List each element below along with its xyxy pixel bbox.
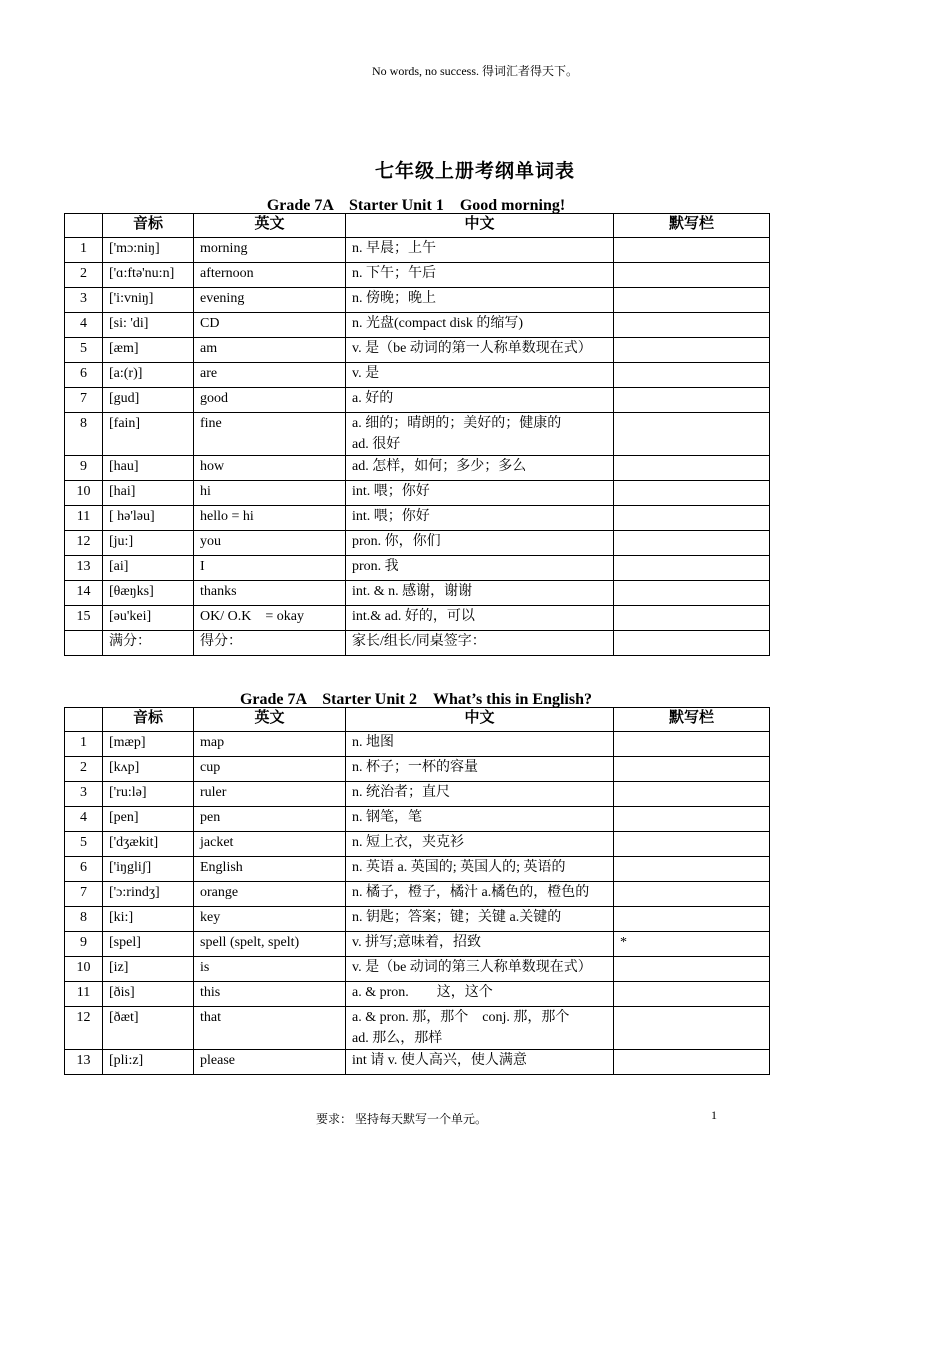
phonetic-cell: [θæŋks] <box>103 581 194 606</box>
table-header-row <box>65 708 770 732</box>
phonetic-cell: [ðis] <box>103 982 194 1007</box>
dictation-cell <box>614 556 770 581</box>
dictation-cell <box>614 757 770 782</box>
english-word-cell: hello = hi <box>194 506 346 531</box>
phonetic-cell: ['ɑ:ftə'nu:n] <box>103 263 194 288</box>
row-number: 13 <box>65 1050 103 1075</box>
dictation-cell <box>614 907 770 932</box>
english-word-cell: CD <box>194 313 346 338</box>
score-row-blank <box>65 631 103 656</box>
english-word-cell: pen <box>194 807 346 832</box>
dictation-cell <box>614 807 770 832</box>
score-row-dictation <box>614 631 770 656</box>
row-number: 2 <box>65 263 103 288</box>
chinese-meaning-cell: n. 统治者；直尺 <box>346 782 614 807</box>
chinese-meaning-cell: v. 拼写;意味着，招致 <box>346 932 614 957</box>
chinese-meaning-cell: int. 喂；你好 <box>346 506 614 531</box>
english-word-cell: this <box>194 982 346 1007</box>
phonetic-cell: [si: 'di] <box>103 313 194 338</box>
unit2-rows <box>65 732 770 1075</box>
row-number: 15 <box>65 606 103 631</box>
english-word-cell: jacket <box>194 832 346 857</box>
chinese-meaning-cell: n. 橘子，橙子，橘汁 a.橘色的，橙色的 <box>346 882 614 907</box>
table-row <box>65 882 770 907</box>
table-header-row <box>65 214 770 238</box>
col-dictation-header: 默写栏 <box>614 708 770 732</box>
phonetic-cell: ['dʒækit] <box>103 832 194 857</box>
dictation-cell <box>614 288 770 313</box>
unit2-vocab-table <box>64 707 770 1075</box>
chinese-meaning-cell: n. 光盘(compact disk 的缩写) <box>346 313 614 338</box>
table-row <box>65 807 770 832</box>
phonetic-cell: [hau] <box>103 456 194 481</box>
english-word-cell: cup <box>194 757 346 782</box>
unit2-title: Grade 7A Starter Unit 2 What’s this in English? <box>239 691 593 708</box>
row-number: 4 <box>65 313 103 338</box>
chinese-meaning-cell: n. 傍晚；晚上 <box>346 288 614 313</box>
dictation-cell <box>614 581 770 606</box>
row-number: 7 <box>65 388 103 413</box>
phonetic-cell: [fain] <box>103 413 194 456</box>
phonetic-cell: ['mɔ:niŋ] <box>103 238 194 263</box>
dictation-cell <box>614 456 770 481</box>
unit1-vocab-table <box>64 213 770 656</box>
dictation-cell <box>614 832 770 857</box>
row-number: 13 <box>65 556 103 581</box>
english-word-cell: fine <box>194 413 346 456</box>
chinese-meaning-cell: a. & pron. 这，这个 <box>346 982 614 1007</box>
chinese-meaning-cell: v. 是（be 动词的第三人称单数现在式） <box>346 957 614 982</box>
table-row <box>65 456 770 481</box>
english-word-cell: that <box>194 1007 346 1050</box>
table-row <box>65 907 770 932</box>
dictation-cell <box>614 1050 770 1075</box>
row-number: 9 <box>65 456 103 481</box>
chinese-meaning-cell: n. 钥匙；答案；键；关键 a.关键的 <box>346 907 614 932</box>
dictation-cell <box>614 413 770 456</box>
phonetic-cell: ['i:vniŋ] <box>103 288 194 313</box>
table-row <box>65 957 770 982</box>
unit1-rows <box>65 238 770 631</box>
col-english-header: 英文 <box>194 708 346 732</box>
table-row <box>65 531 770 556</box>
row-number: 10 <box>65 957 103 982</box>
dictation-cell <box>614 263 770 288</box>
footer-requirement: 要求： 坚持每天默写一个单元。 <box>316 1112 488 1126</box>
phonetic-cell: ['ɔ:rindʒ] <box>103 882 194 907</box>
chinese-meaning-cell: a. 细的；晴朗的；美好的；健康的 ad. 很好 <box>346 413 614 456</box>
score-row <box>65 631 770 656</box>
table-row <box>65 413 770 456</box>
dictation-cell <box>614 313 770 338</box>
table-row <box>65 606 770 631</box>
english-word-cell: I <box>194 556 346 581</box>
row-number: 2 <box>65 757 103 782</box>
table-row <box>65 288 770 313</box>
unit1-title: Grade 7A Starter Unit 1 Good morning! <box>266 197 566 214</box>
phonetic-cell: [kʌp] <box>103 757 194 782</box>
english-word-cell: you <box>194 531 346 556</box>
dictation-cell <box>614 982 770 1007</box>
row-number: 5 <box>65 338 103 363</box>
phonetic-cell: ['iŋgliʃ] <box>103 857 194 882</box>
english-word-cell: please <box>194 1050 346 1075</box>
row-number: 1 <box>65 732 103 757</box>
chinese-meaning-cell: pron. 你，你们 <box>346 531 614 556</box>
table-row <box>65 263 770 288</box>
chinese-meaning-cell: a. 好的 <box>346 388 614 413</box>
col-num-header <box>65 708 103 732</box>
chinese-meaning-cell: n. 杯子；一杯的容量 <box>346 757 614 782</box>
chinese-meaning-cell: n. 早晨；上午 <box>346 238 614 263</box>
dictation-cell <box>614 782 770 807</box>
dictation-cell <box>614 957 770 982</box>
phonetic-cell: [pli:z] <box>103 1050 194 1075</box>
table-row <box>65 338 770 363</box>
dictation-cell <box>614 857 770 882</box>
chinese-meaning-cell: pron. 我 <box>346 556 614 581</box>
table-row <box>65 932 770 957</box>
row-number: 8 <box>65 907 103 932</box>
row-number: 12 <box>65 1007 103 1050</box>
phonetic-cell: [ki:] <box>103 907 194 932</box>
table-row <box>65 757 770 782</box>
english-word-cell: thanks <box>194 581 346 606</box>
row-number: 7 <box>65 882 103 907</box>
english-word-cell: am <box>194 338 346 363</box>
dictation-cell <box>614 531 770 556</box>
table-row <box>65 782 770 807</box>
dictation-cell <box>614 363 770 388</box>
table-row <box>65 1007 770 1050</box>
phonetic-cell: [ai] <box>103 556 194 581</box>
english-word-cell: afternoon <box>194 263 346 288</box>
col-phonetic-header: 音标 <box>103 708 194 732</box>
phonetic-cell: [ðæt] <box>103 1007 194 1050</box>
english-word-cell: key <box>194 907 346 932</box>
table-row <box>65 1050 770 1075</box>
english-word-cell: English <box>194 857 346 882</box>
row-number: 14 <box>65 581 103 606</box>
english-word-cell: map <box>194 732 346 757</box>
chinese-meaning-cell: n. 英语 a. 英国的; 英国人的; 英语的 <box>346 857 614 882</box>
english-word-cell: good <box>194 388 346 413</box>
signature-label: 家长/组长/同桌签字： <box>346 631 614 656</box>
phonetic-cell: ['ru:lə] <box>103 782 194 807</box>
phonetic-cell: [pen] <box>103 807 194 832</box>
table-row <box>65 481 770 506</box>
dictation-cell <box>614 732 770 757</box>
chinese-meaning-cell: int. & n. 感谢，谢谢 <box>346 581 614 606</box>
row-number: 5 <box>65 832 103 857</box>
dictation-cell <box>614 882 770 907</box>
chinese-meaning-cell: int 请 v. 使人高兴，使人满意 <box>346 1050 614 1075</box>
row-number: 1 <box>65 238 103 263</box>
english-word-cell: OK/ O.K = okay <box>194 606 346 631</box>
chinese-meaning-cell: int.& ad. 好的，可以 <box>346 606 614 631</box>
table-row <box>65 982 770 1007</box>
table-row <box>65 313 770 338</box>
phonetic-cell: [hai] <box>103 481 194 506</box>
chinese-meaning-cell: v. 是（be 动词的第一人称单数现在式） <box>346 338 614 363</box>
english-word-cell: are <box>194 363 346 388</box>
dictation-cell <box>614 506 770 531</box>
phonetic-cell: [iz] <box>103 957 194 982</box>
row-number: 11 <box>65 506 103 531</box>
col-chinese-header: 中文 <box>346 708 614 732</box>
dictation-cell <box>614 481 770 506</box>
table-row <box>65 832 770 857</box>
score-label: 得分： <box>194 631 346 656</box>
phonetic-cell: [a:(r)] <box>103 363 194 388</box>
dictation-cell <box>614 338 770 363</box>
table-row <box>65 857 770 882</box>
col-num-header <box>65 214 103 238</box>
chinese-meaning-cell: n. 地图 <box>346 732 614 757</box>
row-number: 6 <box>65 363 103 388</box>
row-number: 3 <box>65 782 103 807</box>
col-dictation-header: 默写栏 <box>614 214 770 238</box>
row-number: 10 <box>65 481 103 506</box>
english-word-cell: hi <box>194 481 346 506</box>
chinese-meaning-cell: v. 是 <box>346 363 614 388</box>
table-row <box>65 506 770 531</box>
english-word-cell: is <box>194 957 346 982</box>
chinese-meaning-cell: ad. 怎样，如何；多少；多么 <box>346 456 614 481</box>
phonetic-cell: [ju:] <box>103 531 194 556</box>
phonetic-cell: [mæp] <box>103 732 194 757</box>
english-word-cell: orange <box>194 882 346 907</box>
chinese-meaning-cell: n. 短上衣，夹克衫 <box>346 832 614 857</box>
row-number: 9 <box>65 932 103 957</box>
col-phonetic-header: 音标 <box>103 214 194 238</box>
english-word-cell: spell (spelt, spelt) <box>194 932 346 957</box>
english-word-cell: evening <box>194 288 346 313</box>
document-title: 七年级上册考纲单词表 <box>374 161 575 182</box>
row-number: 11 <box>65 982 103 1007</box>
english-word-cell: morning <box>194 238 346 263</box>
phonetic-cell: [æm] <box>103 338 194 363</box>
english-word-cell: ruler <box>194 782 346 807</box>
english-word-cell: how <box>194 456 346 481</box>
table-row <box>65 556 770 581</box>
full-score-label: 满分： <box>103 631 194 656</box>
row-number: 12 <box>65 531 103 556</box>
row-number: 6 <box>65 857 103 882</box>
table-row <box>65 238 770 263</box>
phonetic-cell: [gud] <box>103 388 194 413</box>
chinese-meaning-cell: int. 喂；你好 <box>346 481 614 506</box>
chinese-meaning-cell: a. & pron. 那，那个 conj. 那，那个 ad. 那么，那样 <box>346 1007 614 1050</box>
dictation-cell <box>614 388 770 413</box>
dictation-cell <box>614 606 770 631</box>
row-number: 8 <box>65 413 103 456</box>
phonetic-cell: [ hə'ləu] <box>103 506 194 531</box>
page-number: 1 <box>711 1108 717 1122</box>
chinese-meaning-cell: n. 下午；午后 <box>346 263 614 288</box>
col-chinese-header: 中文 <box>346 214 614 238</box>
phonetic-cell: [spel] <box>103 932 194 957</box>
phonetic-cell: [əu'kei] <box>103 606 194 631</box>
chinese-meaning-cell: n. 钢笔，笔 <box>346 807 614 832</box>
dictation-cell <box>614 238 770 263</box>
dictation-cell <box>614 1007 770 1050</box>
table-row <box>65 732 770 757</box>
col-english-header: 英文 <box>194 214 346 238</box>
table-row <box>65 581 770 606</box>
table-row <box>65 388 770 413</box>
row-number: 4 <box>65 807 103 832</box>
row-number: 3 <box>65 288 103 313</box>
header-motto: No words, no success. 得词汇者得天下。 <box>372 64 578 78</box>
table-row <box>65 363 770 388</box>
dictation-cell: * <box>614 932 770 957</box>
